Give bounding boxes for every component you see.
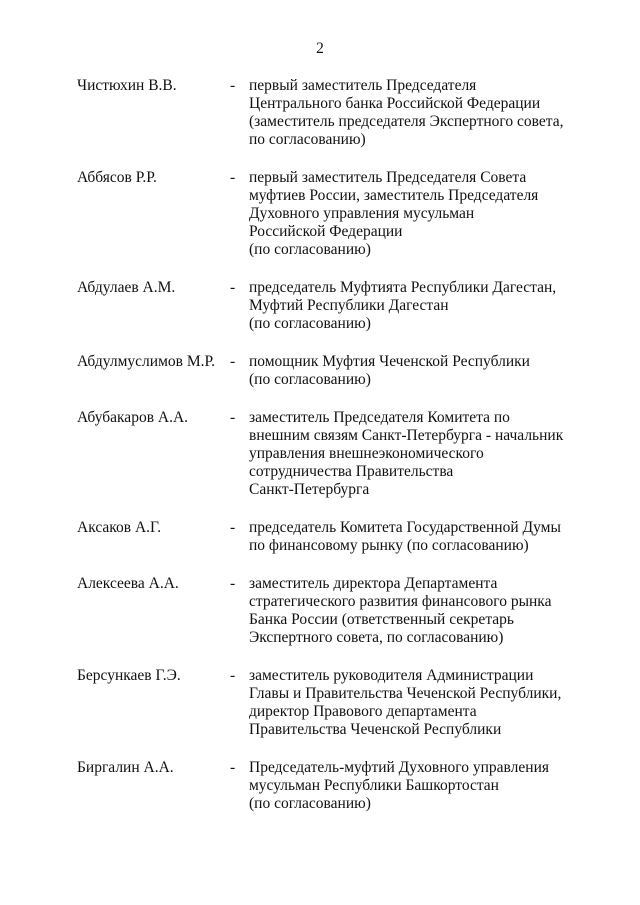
member-name: Биргалин А.А. [77,759,174,776]
role-line: директор Правового департамента [249,703,477,720]
member-name: Абдулаев А.М. [77,279,176,296]
role-line: председатель Муфтията Республики Дагестан, [249,279,557,296]
role-line: Российской Федерации [249,223,403,240]
role-line: управления внешнеэкономического [249,445,484,462]
member-name: Абубакаров А.А. [77,409,189,426]
member-role [249,409,579,499]
role-line: председатель Комитета Государственной Думы [249,519,561,536]
role-line: внешним связям Санкт-Петербурга - начальник [249,427,564,444]
role-line: первый заместитель Председателя Совета [249,169,527,186]
role-line: стратегического развития финансового рынка [249,593,552,610]
role-line: Духовного управления мусульман [249,205,475,222]
role-line: (по согласованию) [249,795,371,812]
member-role [249,575,579,647]
members-list [0,77,640,813]
separator-dash: - [230,77,236,94]
role-line: (заместитель председателя Экспертного совета, [249,113,564,130]
role-line: Санкт-Петербурга [249,481,370,498]
role-line: первый заместитель Председателя [249,77,477,94]
page-number: 2 [316,40,324,57]
separator-dash: - [230,519,236,536]
member-name: Аксаков А.Г. [77,519,162,536]
member-entry [0,575,640,647]
member-name: Аббясов Р.Р. [77,169,157,186]
role-line: Председатель-муфтий Духовного управления [249,759,550,776]
member-entry [0,77,640,149]
role-line: Главы и Правительства Чеченской Республики, [249,685,562,702]
role-line: по финансовому рынку (по согласованию) [249,537,529,554]
role-line: мусульман Республики Башкортостан [249,777,499,794]
separator-dash: - [230,759,236,776]
role-line: Центрального банка Российской Федерации [249,95,541,112]
role-line: заместитель Председателя Комитета по [249,409,510,426]
member-role [249,759,579,813]
member-role [249,77,579,149]
role-line: помощник Муфтия Чеченской Республики [249,353,530,370]
separator-dash: - [230,575,236,592]
role-line: муфтиев России, заместитель Председателя [249,187,539,204]
role-line: по согласованию) [249,131,366,148]
member-name: Берсункаев Г.Э. [77,667,181,684]
role-line: заместитель руководителя Администрации [249,667,534,684]
member-entry [0,759,640,813]
role-line: Экспертного совета, по согласованию) [249,629,504,646]
role-line: сотрудничества Правительства [249,463,454,480]
role-line: (по согласованию) [249,371,371,388]
member-role [249,279,579,333]
separator-dash: - [230,667,236,684]
member-name: Абдулмуслимов М.Р. [77,353,216,370]
member-entry [0,353,640,389]
member-entry [0,667,640,739]
member-entry [0,519,640,555]
role-line: Муфтий Республики Дагестан [249,297,449,314]
separator-dash: - [230,169,236,186]
member-role [249,353,579,389]
member-entry [0,169,640,259]
member-name: Алексеева А.А. [77,575,179,592]
role-line: Правительства Чеченской Республики [249,721,502,738]
role-line: (по согласованию) [249,315,371,332]
separator-dash: - [230,409,236,426]
role-line: заместитель директора Департамента [249,575,498,592]
member-entry [0,279,640,333]
separator-dash: - [230,279,236,296]
member-entry [0,409,640,499]
member-name: Чистюхин В.В. [77,77,177,94]
member-role [249,667,579,739]
role-line: Банка России (ответственный секретарь [249,611,514,628]
separator-dash: - [230,353,236,370]
member-role [249,169,579,259]
role-line: (по согласованию) [249,241,371,258]
member-role [249,519,579,555]
